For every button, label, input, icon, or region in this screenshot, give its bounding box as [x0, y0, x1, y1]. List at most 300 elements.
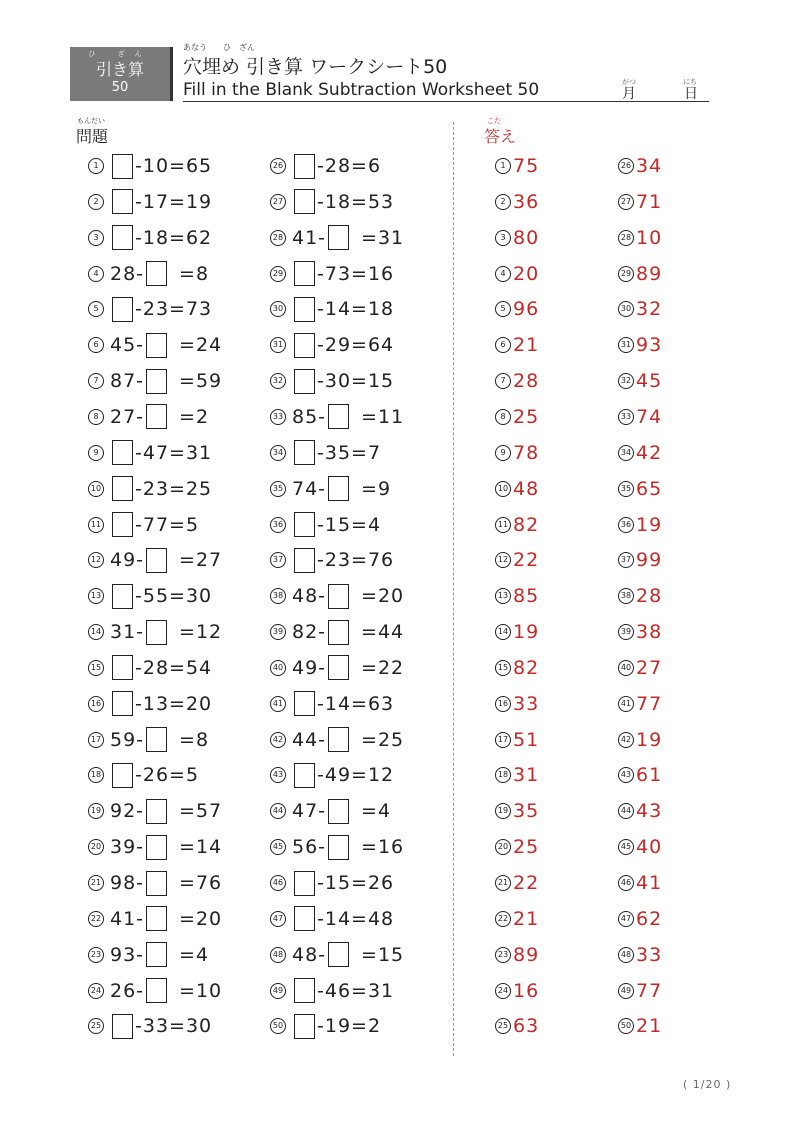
answer-number: 34 — [618, 445, 634, 461]
minuend-text: 41- — [292, 226, 327, 249]
answer-value: 89 — [513, 943, 540, 966]
subtrahend-text: -14 — [317, 298, 352, 321]
equals-result: =2 — [179, 405, 210, 428]
answer-row — [618, 793, 662, 829]
problem-row — [88, 291, 212, 327]
subtrahend-text: -23 — [135, 477, 170, 500]
answer-blank[interactable] — [146, 942, 167, 967]
equals-result: =4 — [361, 800, 392, 823]
equals-result: =59 — [179, 370, 223, 393]
answer-row — [495, 399, 539, 435]
equals-result: =9 — [361, 477, 392, 500]
answer-blank[interactable] — [112, 1014, 133, 1039]
answer-blank[interactable] — [112, 440, 133, 465]
answer-row — [618, 327, 662, 363]
problem-number: 3 — [88, 230, 104, 246]
answer-number: 33 — [618, 409, 634, 425]
equals-result: =48 — [351, 907, 395, 930]
minuend-text: 87- — [110, 370, 145, 393]
answer-row — [495, 578, 539, 614]
equals-result: =25 — [361, 728, 405, 751]
subtrahend-text: -13 — [135, 692, 170, 715]
equals-result: =54 — [169, 656, 213, 679]
answer-value: 74 — [636, 405, 663, 428]
subtrahend-text: -23 — [317, 549, 352, 572]
problem-row — [270, 865, 394, 901]
problem-row — [88, 614, 222, 650]
answer-value: 75 — [513, 155, 540, 177]
answer-number: 13 — [495, 588, 511, 604]
problem-number: 17 — [88, 732, 104, 748]
answer-blank[interactable] — [328, 727, 349, 752]
day-label: 日 — [684, 86, 698, 102]
answer-blank[interactable] — [328, 476, 349, 501]
answer-value: 51 — [513, 728, 540, 751]
answer-blank[interactable] — [112, 225, 133, 250]
equals-result: =5 — [169, 764, 200, 787]
problem-row — [88, 1008, 212, 1044]
minuend-text: 98- — [110, 872, 145, 894]
subtrahend-text: -17 — [135, 190, 170, 213]
problem-row — [270, 435, 381, 471]
day-ruby: にち — [683, 78, 697, 86]
problem-number: 21 — [88, 875, 104, 891]
answer-blank[interactable] — [112, 476, 133, 501]
problem-number: 20 — [88, 839, 104, 855]
subtrahend-text: -23 — [135, 298, 170, 321]
problem-number: 35 — [270, 481, 286, 497]
subtrahend-text: -18 — [135, 226, 170, 249]
problem-number: 5 — [88, 301, 104, 317]
answer-value: 19 — [636, 513, 663, 536]
answer-blank[interactable] — [294, 440, 315, 465]
problem-row — [88, 327, 222, 363]
problem-number: 44 — [270, 803, 286, 819]
subtrahend-text: -30 — [317, 370, 352, 393]
answer-number: 45 — [618, 839, 634, 855]
answer-number: 37 — [618, 552, 634, 568]
equals-result: =12 — [179, 621, 223, 644]
problem-number: 32 — [270, 373, 286, 389]
answer-blank[interactable] — [328, 404, 349, 429]
subtrahend-text: -29 — [317, 334, 352, 357]
page-title-english: Fill in the Blank Subtraction Worksheet 50 — [183, 80, 540, 100]
answer-blank[interactable] — [146, 727, 167, 752]
minuend-text: 41- — [110, 907, 145, 930]
badge-number: 50 — [111, 80, 129, 95]
answer-blank[interactable] — [146, 906, 167, 931]
answer-value: 22 — [513, 549, 540, 572]
answer-blank[interactable] — [112, 297, 133, 322]
answer-value: 77 — [636, 979, 663, 1002]
answer-value: 32 — [636, 298, 663, 321]
answer-row — [618, 614, 662, 650]
answer-blank[interactable] — [112, 655, 133, 680]
answer-number: 1 — [495, 158, 511, 174]
minuend-text: 28- — [110, 262, 145, 285]
problem-row — [270, 399, 404, 435]
answer-blank[interactable] — [294, 906, 315, 931]
problem-row — [270, 793, 391, 829]
problem-row — [270, 291, 394, 327]
answer-value: 38 — [636, 621, 663, 644]
answer-blank[interactable] — [294, 512, 315, 537]
equals-result: =53 — [351, 190, 395, 213]
problem-number: 16 — [88, 696, 104, 712]
answer-number: 38 — [618, 588, 634, 604]
problem-row — [270, 686, 394, 722]
problem-row — [88, 901, 222, 937]
answer-value: 96 — [513, 298, 540, 321]
answer-value: 62 — [636, 907, 663, 930]
problem-row — [88, 399, 209, 435]
answer-blank[interactable] — [328, 620, 349, 645]
problem-row — [270, 1008, 381, 1044]
answers-heading: 答え — [484, 127, 517, 146]
answer-number: 29 — [618, 266, 634, 282]
answer-row — [495, 937, 539, 973]
answer-value: 41 — [636, 872, 663, 894]
answer-number: 2 — [495, 194, 511, 210]
equals-result: =19 — [169, 190, 213, 213]
answer-value: 10 — [636, 226, 663, 249]
answer-blank[interactable] — [328, 799, 349, 824]
answer-row — [618, 291, 662, 327]
answer-value: 22 — [513, 872, 540, 894]
answer-value: 63 — [513, 1015, 540, 1038]
answer-blank[interactable] — [294, 763, 315, 788]
problem-row — [270, 542, 394, 578]
problem-row — [88, 793, 222, 829]
answer-blank[interactable] — [294, 369, 315, 394]
answer-blank[interactable] — [112, 189, 133, 214]
answer-blank[interactable] — [146, 369, 167, 394]
equals-result: =65 — [169, 155, 213, 177]
answer-row — [495, 829, 539, 865]
problem-row — [88, 184, 212, 220]
answer-blank[interactable] — [112, 154, 133, 179]
answer-blank[interactable] — [146, 548, 167, 573]
answer-number: 5 — [495, 301, 511, 317]
answer-number: 39 — [618, 624, 634, 640]
answer-blank[interactable] — [146, 261, 167, 286]
problem-row — [88, 363, 222, 399]
answer-value: 19 — [636, 728, 663, 751]
problem-row — [270, 901, 394, 937]
equals-result: =6 — [351, 155, 382, 177]
problem-number: 7 — [88, 373, 104, 389]
minuend-text: 45- — [110, 334, 145, 357]
answer-row — [618, 722, 662, 758]
minuend-text: 59- — [110, 728, 145, 751]
problem-number: 8 — [88, 409, 104, 425]
equals-result: =4 — [179, 943, 210, 966]
minuend-text: 49- — [110, 549, 145, 572]
equals-result: =14 — [179, 836, 223, 859]
problem-row — [88, 650, 212, 686]
equals-result: =30 — [169, 585, 213, 608]
answer-blank[interactable] — [294, 691, 315, 716]
answer-value: 89 — [636, 262, 663, 285]
answer-value: 25 — [513, 836, 540, 859]
answer-value: 77 — [636, 692, 663, 715]
problem-row — [270, 220, 404, 256]
answer-row — [618, 220, 662, 256]
equals-result: =76 — [179, 872, 223, 894]
answer-value: 28 — [636, 585, 663, 608]
equals-result: =11 — [361, 405, 405, 428]
problem-number: 34 — [270, 445, 286, 461]
answer-blank[interactable] — [328, 655, 349, 680]
problem-number: 10 — [88, 481, 104, 497]
answer-number: 30 — [618, 301, 634, 317]
equals-result: =15 — [361, 943, 405, 966]
answer-blank[interactable] — [112, 763, 133, 788]
equals-result: =8 — [179, 262, 210, 285]
subtrahend-text: -46 — [317, 979, 352, 1002]
equals-result: =4 — [351, 513, 382, 536]
problem-number: 39 — [270, 624, 286, 640]
problem-row — [270, 722, 404, 758]
equals-result: =31 — [351, 979, 395, 1002]
answer-value: 61 — [636, 764, 663, 787]
answer-blank[interactable] — [146, 835, 167, 860]
minuend-text: 31- — [110, 621, 145, 644]
minuend-text: 27- — [110, 405, 145, 428]
problem-number: 6 — [88, 337, 104, 353]
answer-blank[interactable] — [294, 333, 315, 358]
problem-row — [270, 327, 394, 363]
title-ruby: あなう ひ ざん — [183, 43, 255, 52]
problem-row — [88, 542, 222, 578]
problem-row — [88, 865, 222, 901]
answer-value: 21 — [513, 334, 540, 357]
problem-row — [88, 829, 222, 865]
answer-number: 25 — [495, 1018, 511, 1034]
answer-blank[interactable] — [146, 871, 167, 896]
answer-number: 9 — [495, 445, 511, 461]
minuend-text: 44- — [292, 728, 327, 751]
answer-blank[interactable] — [294, 978, 315, 1003]
answer-number: 10 — [495, 481, 511, 497]
problem-number: 43 — [270, 767, 286, 783]
answer-value: 99 — [636, 549, 663, 572]
answer-value: 78 — [513, 441, 540, 464]
problem-number: 50 — [270, 1018, 286, 1034]
answer-row — [618, 399, 662, 435]
answer-blank[interactable] — [146, 978, 167, 1003]
problem-number: 1 — [88, 158, 104, 174]
answer-number: 26 — [618, 158, 634, 174]
problem-number: 26 — [270, 158, 286, 174]
subtrahend-text: -33 — [135, 1015, 170, 1038]
answer-value: 31 — [513, 764, 540, 787]
minuend-text: 85- — [292, 405, 327, 428]
answer-number: 41 — [618, 696, 634, 712]
answer-row — [618, 471, 662, 507]
equals-result: =63 — [351, 692, 395, 715]
problem-row — [270, 507, 381, 543]
equals-result: =12 — [351, 764, 395, 787]
answer-number: 19 — [495, 803, 511, 819]
answer-number: 3 — [495, 230, 511, 246]
problem-number: 24 — [88, 983, 104, 999]
problem-row — [270, 471, 391, 507]
problem-number: 12 — [88, 552, 104, 568]
equals-result: =16 — [351, 262, 395, 285]
answer-row — [495, 542, 539, 578]
answer-number: 47 — [618, 911, 634, 927]
problem-row — [270, 829, 404, 865]
answer-blank[interactable] — [146, 333, 167, 358]
answer-row — [495, 148, 539, 184]
equals-result: =10 — [179, 979, 223, 1002]
equals-result: =26 — [351, 872, 395, 894]
answer-blank[interactable] — [294, 1014, 315, 1039]
answer-row — [618, 650, 662, 686]
problem-number: 45 — [270, 839, 286, 855]
month-ruby: がつ — [622, 78, 636, 86]
problem-number: 18 — [88, 767, 104, 783]
problem-number: 33 — [270, 409, 286, 425]
problem-row — [88, 937, 209, 973]
subtrahend-text: -26 — [135, 764, 170, 787]
answer-blank[interactable] — [112, 584, 133, 609]
equals-result: =25 — [169, 477, 213, 500]
answer-value: 36 — [513, 190, 540, 213]
answer-blank[interactable] — [294, 871, 315, 896]
answer-value: 25 — [513, 405, 540, 428]
minuend-text: 56- — [292, 836, 327, 859]
answer-value: 19 — [513, 621, 540, 644]
problem-number: 49 — [270, 983, 286, 999]
answer-blank[interactable] — [328, 225, 349, 250]
answer-number: 32 — [618, 373, 634, 389]
answer-blank[interactable] — [328, 584, 349, 609]
minuend-text: 49- — [292, 656, 327, 679]
problem-row — [270, 650, 404, 686]
problem-number: 38 — [270, 588, 286, 604]
answer-row — [618, 973, 662, 1009]
equals-result: =24 — [179, 334, 223, 357]
equals-result: =76 — [351, 549, 395, 572]
problem-row — [270, 578, 404, 614]
answer-value: 28 — [513, 370, 540, 393]
answer-row — [618, 363, 662, 399]
answer-number: 20 — [495, 839, 511, 855]
answer-blank[interactable] — [146, 404, 167, 429]
answer-number: 28 — [618, 230, 634, 246]
problem-row — [88, 507, 199, 543]
answer-row — [495, 220, 539, 256]
answer-row — [618, 435, 662, 471]
subtrahend-text: -47 — [135, 441, 170, 464]
answer-value: 71 — [636, 190, 663, 213]
subtrahend-text: -10 — [135, 155, 170, 177]
subtrahend-text: -15 — [317, 872, 352, 894]
answer-row — [495, 1008, 539, 1044]
answer-value: 80 — [513, 226, 540, 249]
answer-row — [618, 507, 662, 543]
answer-number: 6 — [495, 337, 511, 353]
problem-row — [88, 256, 209, 292]
answer-value: 34 — [636, 155, 663, 177]
answer-blank[interactable] — [294, 154, 315, 179]
answer-number: 50 — [618, 1018, 634, 1034]
problem-row — [88, 148, 212, 184]
subtrahend-text: -77 — [135, 513, 170, 536]
problem-row — [88, 220, 212, 256]
answer-blank[interactable] — [294, 189, 315, 214]
answer-number: 22 — [495, 911, 511, 927]
answer-number: 24 — [495, 983, 511, 999]
subtrahend-text: -49 — [317, 764, 352, 787]
answer-value: 93 — [636, 334, 663, 357]
problem-row — [270, 363, 394, 399]
problem-number: 13 — [88, 588, 104, 604]
subtrahend-text: -19 — [317, 1015, 352, 1038]
page-title-japanese: 穴埋め 引き算 ワークシート50 — [183, 56, 448, 78]
answer-number: 8 — [495, 409, 511, 425]
answer-row — [495, 291, 539, 327]
equals-result: =62 — [169, 226, 213, 249]
subtrahend-text: -28 — [135, 656, 170, 679]
minuend-text: 92- — [110, 800, 145, 823]
subtrahend-text: -14 — [317, 692, 352, 715]
answer-row — [495, 973, 539, 1009]
answer-blank[interactable] — [146, 799, 167, 824]
problem-number: 40 — [270, 660, 286, 676]
worksheet-badge — [70, 47, 173, 101]
problem-number: 11 — [88, 517, 104, 533]
equals-result: =44 — [361, 621, 405, 644]
answer-blank[interactable] — [112, 691, 133, 716]
answer-number: 18 — [495, 767, 511, 783]
minuend-text: 82- — [292, 621, 327, 644]
answer-blank[interactable] — [294, 261, 315, 286]
answer-row — [618, 757, 662, 793]
problem-number: 37 — [270, 552, 286, 568]
minuend-text: 48- — [292, 585, 327, 608]
subtrahend-text: -55 — [135, 585, 170, 608]
answer-value: 82 — [513, 513, 540, 536]
answer-row — [495, 757, 539, 793]
answer-blank[interactable] — [328, 835, 349, 860]
answer-value: 20 — [513, 262, 540, 285]
answer-number: 48 — [618, 947, 634, 963]
problem-number: 41 — [270, 696, 286, 712]
answer-value: 48 — [513, 477, 540, 500]
problem-row — [88, 722, 209, 758]
problem-number: 23 — [88, 947, 104, 963]
problem-number: 2 — [88, 194, 104, 210]
answer-blank[interactable] — [294, 548, 315, 573]
problem-number: 27 — [270, 194, 286, 210]
equals-result: =5 — [169, 513, 200, 536]
answer-row — [495, 327, 539, 363]
answer-number: 12 — [495, 552, 511, 568]
answer-blank[interactable] — [328, 942, 349, 967]
subtrahend-text: -35 — [317, 441, 352, 464]
answer-blank[interactable] — [294, 297, 315, 322]
answer-value: 21 — [513, 907, 540, 930]
answer-number: 35 — [618, 481, 634, 497]
answer-blank[interactable] — [112, 512, 133, 537]
equals-result: =18 — [351, 298, 395, 321]
answer-number: 27 — [618, 194, 634, 210]
answer-blank[interactable] — [146, 620, 167, 645]
answer-number: 49 — [618, 983, 634, 999]
